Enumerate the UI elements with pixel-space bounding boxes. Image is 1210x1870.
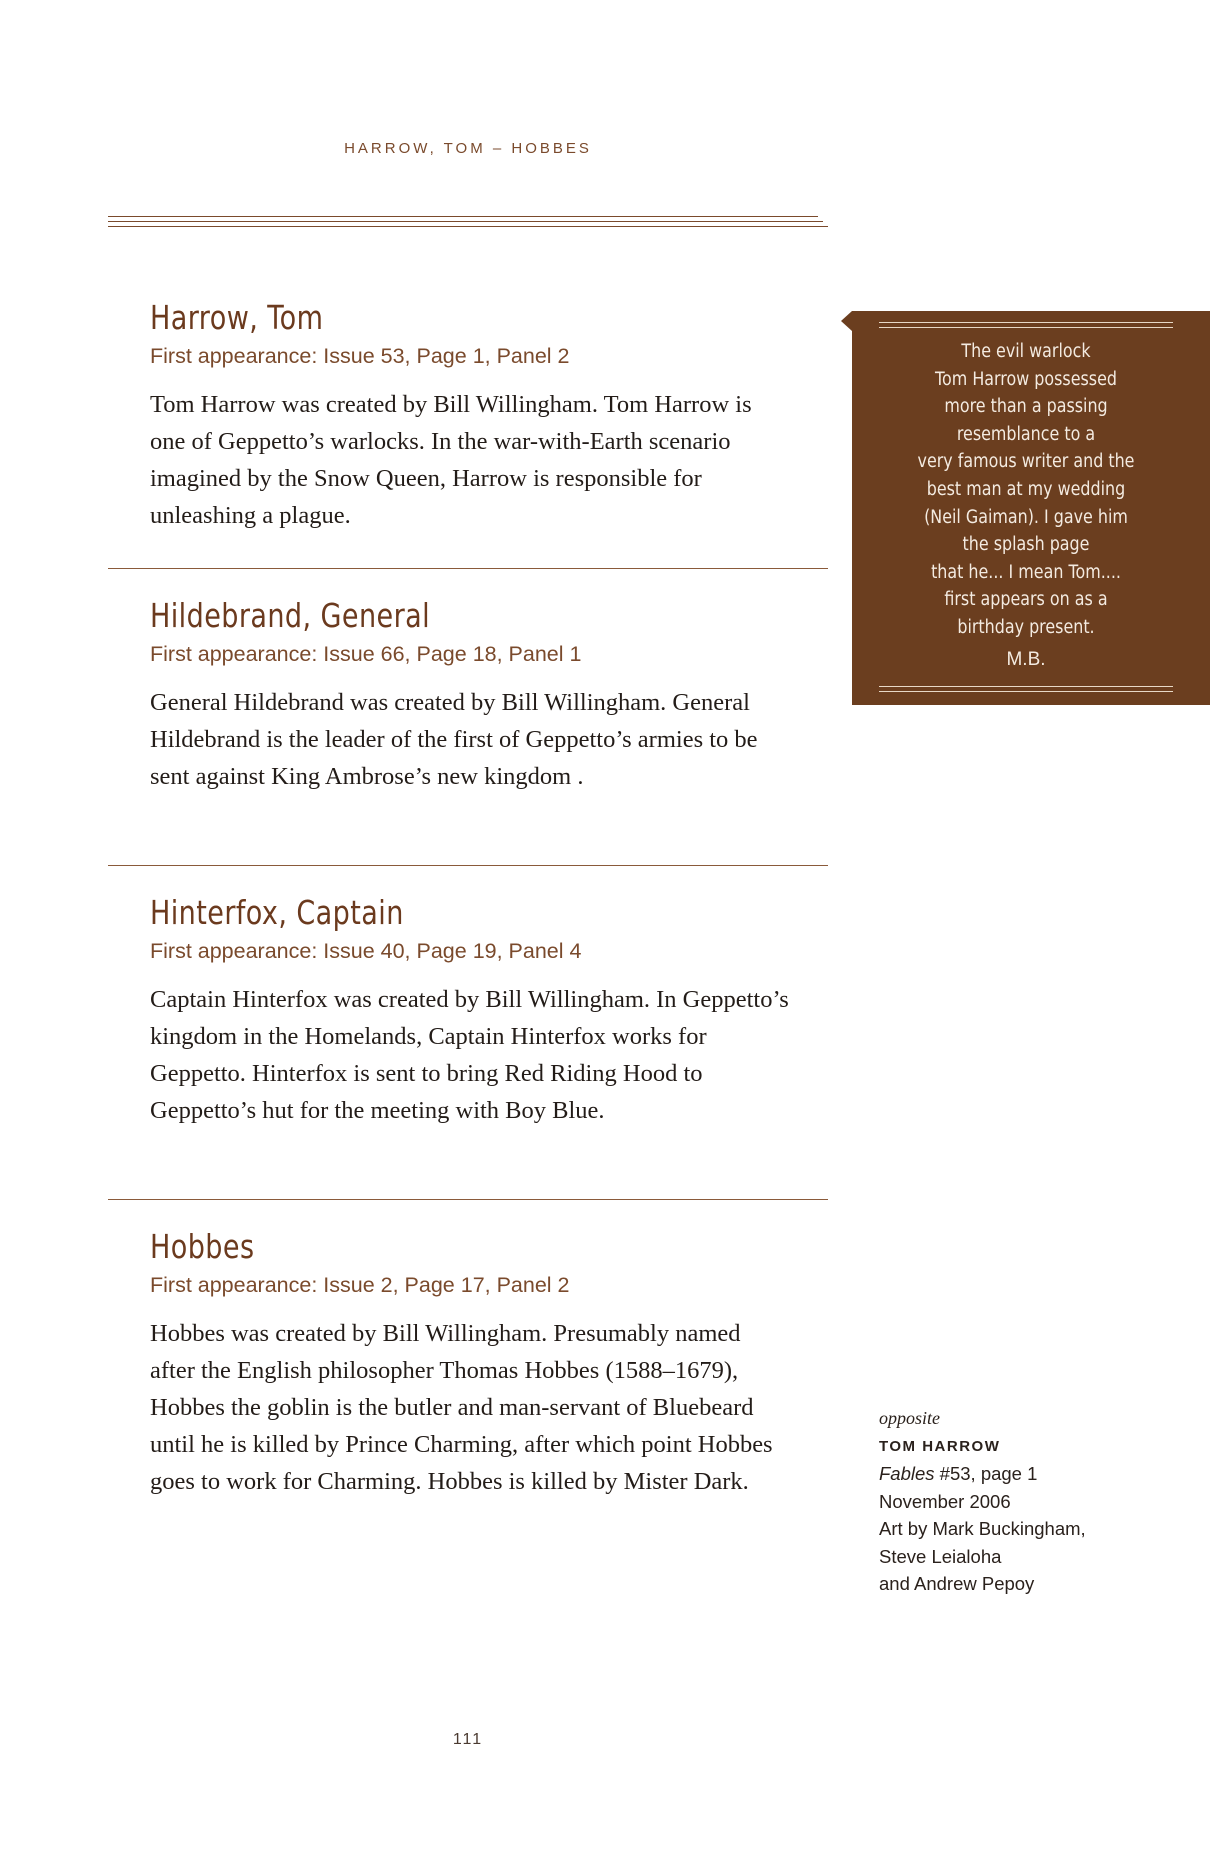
entry-harrow-tom — [150, 298, 790, 534]
sidebar-bottom-rule — [879, 686, 1173, 692]
quote-line: birthday present. — [957, 616, 1095, 638]
top-double-rule — [108, 216, 828, 230]
caption-issue — [879, 1460, 1199, 1488]
entry-divider — [108, 1199, 828, 1200]
caption-label: opposite — [879, 1408, 940, 1428]
first-appearance: First appearance: Issue 40, Page 19, Panel 4 — [150, 939, 582, 963]
quote-line: very famous writer and the — [917, 451, 1135, 473]
sidebar-tab-notch — [841, 311, 852, 331]
quote-line: the splash page — [962, 534, 1090, 556]
sidebar-quote-box — [852, 311, 1210, 705]
first-appearance: First appearance: Issue 53, Page 1, Panel 2 — [150, 344, 570, 368]
caption-issue-number: #53, page 1 — [934, 1463, 1038, 1484]
sidebar-top-rule — [879, 322, 1173, 328]
entry-description: Hobbes was created by Bill Willingham. Presumably named after the English philosopher Thomas Hobbes (1588–1679), Hobbes the goblin is the butler and man-servant of Bluebeard until he is killed by Prince Charming, after which point Hobbes goes to work for Charming. Hobbes is killed by Mister Dark. — [150, 1320, 773, 1495]
caption-date: November 2006 — [879, 1490, 1011, 1512]
quote-line: resemblance to a — [956, 423, 1096, 445]
entry-description: General Hildebrand was created by Bill Willingham. General Hildebrand is the leader of the first of Geppetto’s armies to be sent against King Ambrose’s new kingdom . — [150, 689, 758, 790]
quote-line: best man at my wedding — [926, 478, 1126, 500]
quote-line: Tom Harrow possessed — [935, 368, 1117, 390]
entry-description: Tom Harrow was created by Bill Willingham. Tom Harrow is one of Geppetto’s warlocks. In the war-with-Earth scenario imagined by the Snow Queen, Harrow is responsible for unleashing a plague. — [150, 391, 752, 529]
entry-name: Hildebrand, General — [150, 596, 431, 635]
first-appearance: First appearance: Issue 66, Page 18, Panel 1 — [150, 642, 582, 666]
page-number: 111 — [452, 1731, 484, 1748]
running-head: HARROW, TOM – HOBBES — [344, 140, 592, 157]
caption-credit-line: Steve Leialoha — [879, 1545, 1002, 1567]
entry-hildebrand-general — [150, 596, 790, 795]
entry-hobbes — [150, 1227, 790, 1500]
caption-credit-line: and Andrew Pepoy — [879, 1573, 1035, 1594]
sidebar-signature: M.B. — [1006, 649, 1046, 670]
caption-credit-line: Art by Mark Buckingham, — [879, 1518, 1086, 1539]
entry-hinterfox-captain — [150, 893, 790, 1129]
entry-divider — [108, 865, 828, 866]
quote-line: more than a passing — [944, 396, 1108, 418]
entry-name: Hobbes — [150, 1227, 255, 1266]
caption-series: Fables — [879, 1463, 935, 1484]
quote-line: The evil warlock — [961, 341, 1091, 362]
first-appearance: First appearance: Issue 2, Page 17, Panel 2 — [150, 1273, 570, 1297]
entry-divider — [108, 568, 828, 569]
quote-line: that he... I mean Tom.... — [931, 561, 1121, 583]
image-caption — [879, 1405, 1199, 1598]
quote-line: first appears on as a — [944, 589, 1108, 611]
entry-description: Captain Hinterfox was created by Bill Willingham. In Geppetto’s kingdom in the Homelands, Captain Hinterfox works for Geppetto. Hinterfox is sent to bring Red Riding Hood to Geppetto’s hut for the meeting with Boy Blue. — [150, 986, 789, 1124]
quote-line: (Neil Gaiman). I gave him — [924, 506, 1128, 528]
entry-name: Harrow, Tom — [150, 298, 324, 337]
sidebar-quote — [894, 338, 1159, 642]
caption-title: TOM HARROW — [879, 1437, 1001, 1455]
entry-name: Hinterfox, Captain — [150, 893, 404, 932]
